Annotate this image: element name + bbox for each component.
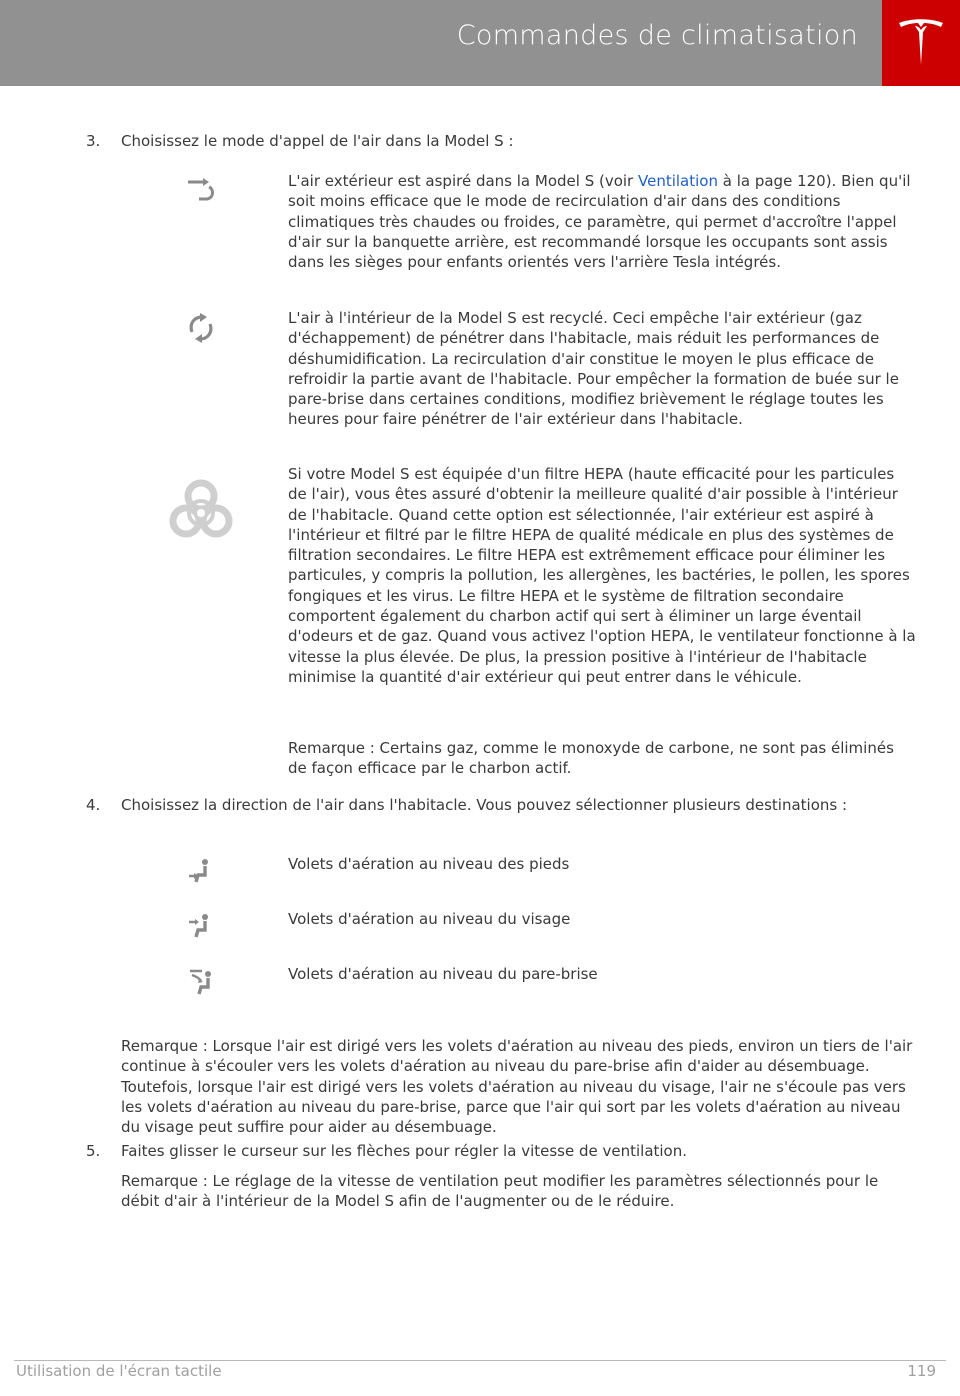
hepa-note: Remarque : Certains gaz, comme le monoxyde de carbone, ne sont pas éliminés de façon efficace par le charbon actif. bbox=[288, 739, 894, 778]
step-number: 3. bbox=[86, 132, 101, 150]
tesla-logo bbox=[882, 0, 960, 86]
page-number: 119 bbox=[907, 1362, 936, 1380]
biohazard-icon bbox=[166, 478, 236, 544]
page-header bbox=[0, 0, 882, 86]
vent-label: Volets d'aération au niveau du pare-brise bbox=[288, 965, 598, 983]
step-text: Choisissez le mode d'appel de l'air dans la Model S : bbox=[121, 132, 514, 150]
mode-description: L'air à l'intérieur de la Model S est recyclé. Ceci empêche l'air extérieur (gaz d'échappement) de pénétrer dans l'habitacle, mais réduit les performances de déshumidification. La recirculation d'air constitue le moyen le plus efficace de refroidir la partie avant de l'habitacle. Pour empêcher la formation de buée sur le pare-brise dans certaines conditions, modifiez brièvement le réglage toutes les heures pour faire pénétrer de l'air extérieur dans l'habitacle. bbox=[288, 309, 899, 429]
foot-vent-icon bbox=[188, 858, 214, 884]
step-number: 5. bbox=[86, 1142, 101, 1160]
mode-description: L'air extérieur est aspiré dans la Model S (voir Ventilation à la page 120). Bien qu'il soit moins efficace que le mode de recirculation d'air dans des conditions climatiques très chaudes ou froides, ce paramètre, qui permet d'accroître l'appel d'air sur la banquette arrière, est recommandé lorsque les occupants sont assis dans les sièges pour enfants orientés vers l'arrière Tesla intégrés. bbox=[288, 172, 911, 272]
windshield-vent-icon bbox=[188, 968, 216, 996]
face-vent-icon bbox=[188, 913, 214, 939]
page-title: Commandes de climatisation bbox=[456, 20, 858, 51]
footer-section: Utilisation de l'écran tactile bbox=[16, 1362, 222, 1380]
vent-label: Volets d'aération au niveau des pieds bbox=[288, 855, 570, 873]
outside-air-icon bbox=[186, 177, 216, 203]
tesla-logo-icon bbox=[897, 17, 945, 69]
step-number: 4. bbox=[86, 796, 101, 814]
fan-speed-note: Remarque : Le réglage de la vitesse de ventilation peut modifier les paramètres sélectionnés pour le débit d'air à l'intérieur de la Model S afin de l'augmenter ou de le réduire. bbox=[121, 1172, 879, 1211]
vent-label: Volets d'aération au niveau du visage bbox=[288, 910, 571, 928]
ventilation-link[interactable]: Ventilation bbox=[638, 172, 718, 190]
footer-divider bbox=[14, 1360, 946, 1361]
recirculate-air-icon bbox=[186, 312, 216, 344]
step-text: Faites glisser le curseur sur les flèches pour régler la vitesse de ventilation. bbox=[121, 1142, 688, 1160]
mode-description: Si votre Model S est équipée d'un filtre HEPA (haute efficacité pour les particules de l'air), vous êtes assuré d'obtenir la meilleure qualité d'air possible à l'intérieur de l'habitacle. Quand cette option est sélectionnée, l'air extérieur est aspiré à l'intérieur et filtré par le filtre HEPA de qualité médicale en plus des systèmes de filtration secondaires. Le filtre HEPA est extrêmement efficace pour éliminer les particules, y compris la pollution, les allergènes, les bactéries, le pollen, les spores fongiques et les virus. Le filtre HEPA et le système de filtration secondaire comportent également du charbon actif qui sert à éliminer un large éventail d'odeurs et de gaz. Quand vous activez l'option HEPA, le ventilateur fonctionne à la vitesse la plus élevée. De plus, la pression positive à l'intérieur de l'habitacle minimise la quantité d'air extérieur qui peut entrer dans le véhicule. bbox=[288, 465, 916, 686]
airflow-note: Remarque : Lorsque l'air est dirigé vers les volets d'aération au niveau des pieds, environ un tiers de l'air continue à s'écouler vers les volets d'aération au niveau du pare-brise afin d'aider au désembuage. Toutefois, lorsque l'air est dirigé vers les volets d'aération au niveau du visage, l'air ne s'écoule pas vers les volets d'aération au niveau du pare-brise, parce que l'air qui sort par les volets d'aération au niveau du visage peut suffire pour aider au désembuage. bbox=[121, 1037, 913, 1137]
step-text: Choisissez la direction de l'air dans l'habitacle. Vous pouvez sélectionner plusieurs destinations : bbox=[121, 796, 848, 814]
